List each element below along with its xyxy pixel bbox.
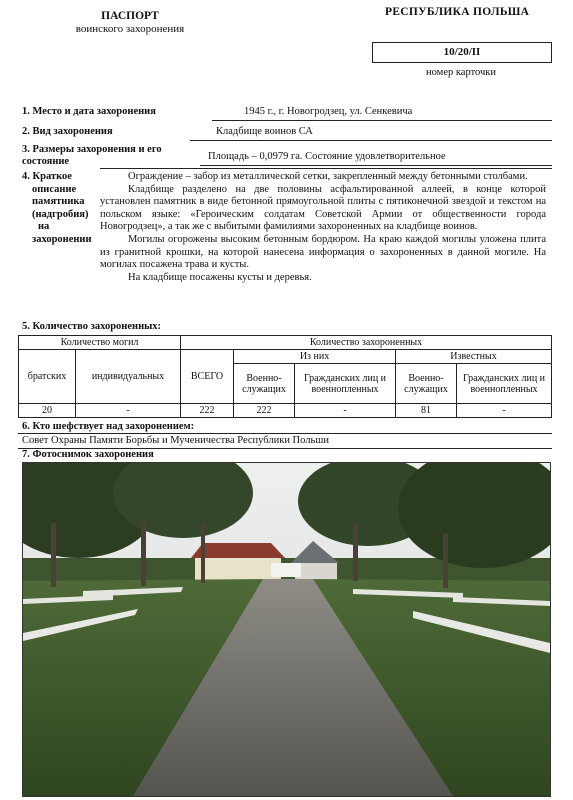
- tree-trunk: [201, 523, 205, 583]
- desc-label-line2: описание: [32, 183, 77, 195]
- desc-paragraph-4: На кладбище посажены кусты и деревья.: [128, 271, 312, 283]
- desc-paragraph-3: Могилы огорожены высоким бетонным бордюром. На краю каждой могилы уложена плита из гранитной крошки, на которой нанесена информация о захороненных в данной могиле. На могилах посажена трава и кусты.: [100, 233, 546, 271]
- monument: [271, 563, 301, 577]
- td-individual: -: [76, 404, 181, 418]
- section6-title: 6. Кто шефствует над захоронением:: [22, 421, 195, 432]
- th-known: Известных: [396, 350, 552, 364]
- desc-label-line3: памятника: [32, 196, 85, 208]
- section6-value: Совет Охраны Памяти Борьбы и Мученичества Республики Польши: [22, 435, 329, 446]
- passport-header: [40, 10, 220, 36]
- burials-table: [18, 335, 552, 418]
- td-total: 222: [181, 404, 234, 418]
- th-known-military: Военно-служащих: [396, 364, 457, 404]
- size-label-line2: состояние: [22, 156, 70, 167]
- td-common: 20: [19, 404, 76, 418]
- house-wall: [195, 558, 281, 580]
- desc-label-line5: на: [38, 221, 50, 233]
- size-label-line1: 3. Размеры захоронения и его: [22, 144, 162, 155]
- th-military: Военно-служащих: [234, 364, 295, 404]
- desc-label-line1: 4. Краткое: [22, 171, 72, 182]
- th-buried: Количество захороненных: [181, 336, 552, 350]
- desc-text: [100, 171, 546, 284]
- desc-label: [22, 171, 92, 247]
- size-value: Площадь – 0,0979 га. Состояние удовлетворительное: [208, 151, 446, 162]
- size-underline: [200, 165, 552, 166]
- th-of-them: Из них: [234, 350, 396, 364]
- desc-topline: [100, 168, 552, 169]
- country-title: РЕСПУБЛИКА ПОЛЬША: [385, 6, 530, 18]
- th-total: ВСЕГО: [181, 350, 234, 404]
- desc-paragraph-1: Ограждение – забор из металлической сетки, закрепленный между бетонными столбами.: [128, 171, 528, 182]
- type-underline: [190, 140, 552, 141]
- passport-subtitle: воинского захоронения: [75, 23, 185, 35]
- house2-wall: [295, 563, 337, 581]
- th-graves: Количество могил: [19, 336, 181, 350]
- td-known-civil: -: [457, 404, 552, 418]
- place-value: 1945 г., г. Новогродзец, ул. Сенкевича: [244, 106, 413, 117]
- type-value: Кладбище воинов СА: [216, 126, 313, 137]
- th-civil: Гражданских лиц и военнопленных: [295, 364, 396, 404]
- house-roof: [191, 543, 285, 558]
- cemetery-photo-drawing: [23, 463, 550, 796]
- card-number: 10/20/II: [372, 42, 552, 63]
- desc-paragraph-2: Кладбище разделено на две половины асфальтированной аллеей, в конце которой установлен памятник в виде бетонной прямоугольной плиты с пятиконечной звездой и текстом на польском языке: «Героическим солдатам Советской Армии от общественности города Новогродзец», а так же с выбитыми фамилиями захороненных на кладбище воинов.: [100, 183, 546, 233]
- card-number-label: номер карточки: [426, 67, 496, 78]
- type-label: 2. Вид захоронения: [22, 126, 113, 137]
- section5-title: 5. Количество захороненных:: [22, 321, 162, 332]
- desc-label-line4: (надгробия): [32, 208, 89, 220]
- tree-trunk: [443, 533, 448, 588]
- size-label: [22, 144, 162, 168]
- place-underline: [212, 120, 552, 121]
- th-known-civil: Гражданских лиц и военнопленных: [457, 364, 552, 404]
- cemetery-photo: [22, 462, 551, 797]
- th-individual: индивидуальных: [76, 350, 181, 404]
- section7-title: 7. Фотоснимок захоронения: [22, 449, 154, 460]
- tree-trunk: [51, 523, 56, 587]
- passport-title: ПАСПОРТ: [101, 10, 159, 22]
- td-known-military: 81: [396, 404, 457, 418]
- section6-line: [18, 433, 552, 434]
- td-civil: -: [295, 404, 396, 418]
- desc-label-line6: захоронении: [32, 233, 92, 245]
- th-common: братских: [19, 350, 76, 404]
- td-military: 222: [234, 404, 295, 418]
- tree-trunk: [141, 518, 146, 586]
- place-label: 1. Место и дата захоронения: [22, 106, 156, 117]
- tree-trunk: [353, 523, 358, 581]
